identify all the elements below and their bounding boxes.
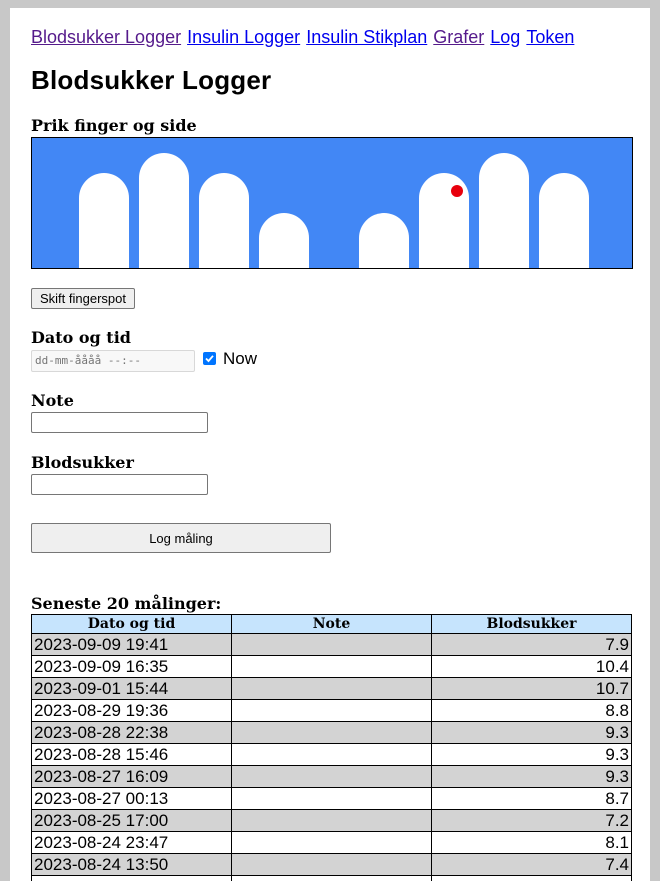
- cell-blood-sugar: 10.4: [432, 656, 632, 678]
- table-row: [32, 788, 632, 810]
- table-row: [32, 656, 632, 678]
- finger-left-3: [199, 173, 249, 268]
- table-row: [32, 876, 632, 881]
- cell-datetime: 2023-08-24 23:47: [32, 832, 232, 854]
- cell-datetime: 2023-08-24 13:50: [32, 854, 232, 876]
- note-label: Note: [31, 391, 74, 410]
- cell-note: [232, 788, 432, 810]
- top-nav: [31, 27, 580, 48]
- table-row: [32, 854, 632, 876]
- finger-right-4: [539, 173, 589, 268]
- cell-datetime: [32, 876, 232, 881]
- cell-blood-sugar: 8.1: [432, 832, 632, 854]
- table-row: [32, 832, 632, 854]
- measurements-table: [31, 614, 632, 881]
- datetime-input[interactable]: dd-mm-åååå --:--: [31, 350, 195, 372]
- table-row: [32, 766, 632, 788]
- now-label: Now: [223, 349, 258, 368]
- finger-left-2: [139, 153, 189, 268]
- cell-blood-sugar: 9.3: [432, 722, 632, 744]
- blood-sugar-input[interactable]: [31, 474, 208, 495]
- cell-datetime: 2023-08-28 15:46: [32, 744, 232, 766]
- cell-blood-sugar: 7.4: [432, 854, 632, 876]
- cell-note: [232, 634, 432, 656]
- prick-spot-marker: [451, 185, 463, 197]
- cell-blood-sugar: 7.2: [432, 810, 632, 832]
- nav-link-token[interactable]: Token: [526, 27, 575, 47]
- table-header-row: [32, 615, 632, 634]
- column-header-blood-sugar: Blodsukker: [432, 615, 632, 634]
- table-row: [32, 722, 632, 744]
- nav-link-insulin-logger[interactable]: Insulin Logger: [187, 27, 301, 47]
- finger-right-1: [359, 213, 409, 268]
- checkmark-icon: [204, 353, 215, 364]
- table-title: Seneste 20 målinger:: [31, 594, 222, 613]
- date-label: Dato og tid: [31, 328, 131, 347]
- cell-datetime: 2023-08-29 19:36: [32, 700, 232, 722]
- cell-datetime: 2023-08-25 17:00: [32, 810, 232, 832]
- table-row: [32, 744, 632, 766]
- cell-datetime: 2023-08-27 16:09: [32, 766, 232, 788]
- nav-link-grafer[interactable]: Grafer: [433, 27, 485, 47]
- log-measurement-button[interactable]: Log måling: [31, 523, 331, 553]
- cell-datetime: 2023-09-01 15:44: [32, 678, 232, 700]
- cell-datetime: 2023-08-27 00:13: [32, 788, 232, 810]
- table-row: [32, 678, 632, 700]
- cell-note: [232, 744, 432, 766]
- page-title: Blodsukker Logger: [31, 65, 272, 95]
- cell-note: [232, 656, 432, 678]
- cell-blood-sugar: 9.3: [432, 766, 632, 788]
- table-row: [32, 634, 632, 656]
- cell-blood-sugar: [432, 876, 632, 881]
- nav-link-insulin-stikplan[interactable]: Insulin Stikplan: [306, 27, 428, 47]
- now-checkbox[interactable]: [203, 352, 216, 365]
- cell-datetime: 2023-08-28 22:38: [32, 722, 232, 744]
- cell-note: [232, 810, 432, 832]
- switch-finger-spot-button[interactable]: Skift fingerspot: [31, 288, 135, 309]
- column-header-datetime: Dato og tid: [32, 615, 232, 634]
- nav-link-blodsukker-logger[interactable]: Blodsukker Logger: [31, 27, 182, 47]
- page: [10, 8, 650, 881]
- blood-sugar-label: Blodsukker: [31, 453, 134, 472]
- cell-datetime: 2023-09-09 19:41: [32, 634, 232, 656]
- cell-note: [232, 678, 432, 700]
- table-row: [32, 810, 632, 832]
- cell-note: [232, 832, 432, 854]
- cell-blood-sugar: 9.3: [432, 744, 632, 766]
- table-row: [32, 700, 632, 722]
- finger-diagram[interactable]: [31, 137, 633, 269]
- nav-link-log[interactable]: Log: [490, 27, 521, 47]
- cell-note: [232, 876, 432, 881]
- cell-blood-sugar: 10.7: [432, 678, 632, 700]
- column-header-note: Note: [232, 615, 432, 634]
- cell-note: [232, 854, 432, 876]
- cell-note: [232, 722, 432, 744]
- note-input[interactable]: [31, 412, 208, 433]
- finger-left-4: [259, 213, 309, 268]
- cell-datetime: 2023-09-09 16:35: [32, 656, 232, 678]
- finger-right-3: [479, 153, 529, 268]
- cell-note: [232, 766, 432, 788]
- cell-blood-sugar: 8.8: [432, 700, 632, 722]
- finger-left-1: [79, 173, 129, 268]
- cell-blood-sugar: 7.9: [432, 634, 632, 656]
- finger-section-label: Prik finger og side: [31, 116, 197, 135]
- cell-note: [232, 700, 432, 722]
- cell-blood-sugar: 8.7: [432, 788, 632, 810]
